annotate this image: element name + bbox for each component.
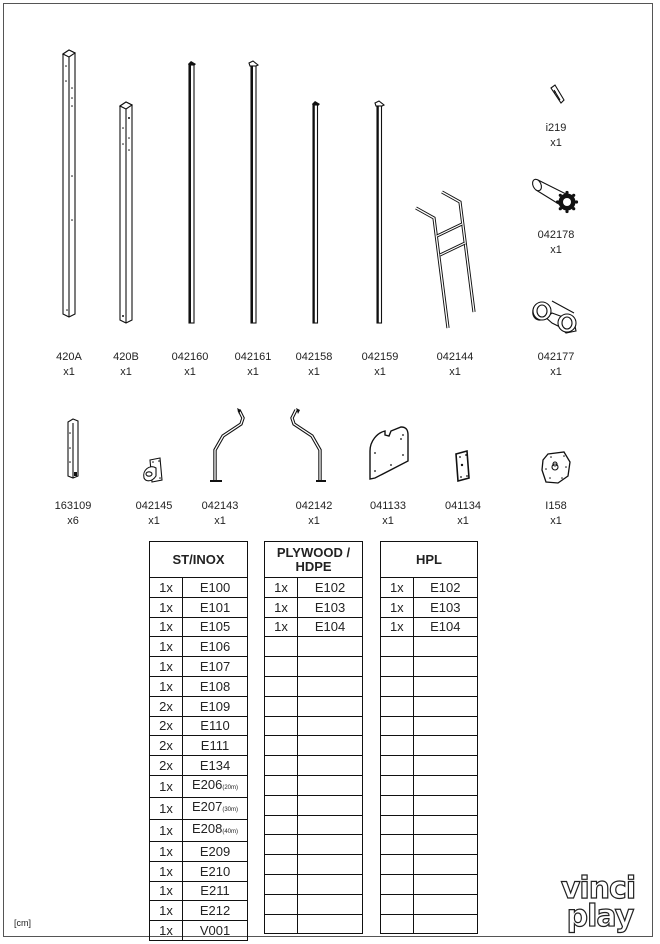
table-row — [381, 578, 478, 598]
hardware-code: E211 — [200, 883, 230, 899]
code-cell — [183, 921, 248, 941]
tube-bar-icon — [309, 100, 325, 325]
table-row — [150, 797, 248, 819]
code-cell — [413, 894, 477, 914]
code-cell — [413, 597, 477, 617]
code-cell — [183, 861, 248, 881]
table-row — [265, 597, 363, 617]
code-cell — [298, 756, 363, 776]
hardware-code: E109 — [199, 698, 231, 714]
qty-cell: 1x — [150, 921, 183, 941]
code-cell — [183, 841, 248, 861]
qty-cell: 1x — [150, 797, 183, 819]
unit-label: [cm] — [14, 918, 31, 928]
part-code: 042161 — [234, 351, 272, 363]
code-cell — [183, 597, 248, 617]
code-cell — [298, 894, 363, 914]
code-cell — [298, 597, 363, 617]
qty-cell — [265, 696, 298, 716]
table-row — [265, 676, 363, 696]
hardware-code: E207 — [191, 798, 223, 814]
hardware-code: E111 — [200, 738, 230, 754]
code-cell — [413, 815, 477, 835]
part-code: 042178 — [537, 229, 575, 241]
qty-cell — [265, 736, 298, 756]
small-plate-icon — [454, 450, 472, 484]
hardware-code: E105 — [199, 619, 231, 635]
table-row — [150, 676, 248, 696]
table-header: ST/INOX — [150, 542, 248, 578]
code-cell — [183, 716, 248, 736]
code-cell — [298, 617, 363, 637]
qty-cell — [381, 894, 414, 914]
table-row — [381, 815, 478, 835]
code-cell — [413, 775, 477, 795]
table-row — [150, 578, 248, 598]
table-row — [381, 736, 478, 756]
hardware-code: E208 — [191, 820, 223, 836]
part-qty: x1 — [308, 515, 320, 527]
qty-cell: 1x — [265, 578, 298, 598]
table-row — [150, 657, 248, 677]
code-cell — [183, 637, 248, 657]
part-qty: x1 — [550, 366, 562, 378]
code-cell — [298, 795, 363, 815]
hardware-length-note: (30m) — [222, 806, 239, 813]
qty-cell: 1x — [381, 578, 414, 598]
qty-cell: 2x — [150, 736, 183, 756]
part-qty: x1 — [550, 515, 562, 527]
logo-line1: vinci — [560, 871, 636, 906]
table-row — [265, 894, 363, 914]
qty-cell: 1x — [150, 841, 183, 861]
table-row — [381, 756, 478, 776]
table-row — [265, 914, 363, 934]
qty-cell: 1x — [150, 676, 183, 696]
part-qty: x1 — [550, 244, 562, 256]
qty-cell — [265, 657, 298, 677]
square-post-tall-icon — [60, 48, 80, 318]
tube-bar-icon — [247, 60, 263, 325]
table-row — [150, 617, 248, 637]
round-plate-icon — [540, 450, 572, 486]
table-row — [265, 815, 363, 835]
table-row — [381, 597, 478, 617]
table-header-line2: HDPE — [295, 558, 332, 574]
qty-cell — [265, 855, 298, 875]
qty-cell — [381, 657, 414, 677]
part-qty: x1 — [63, 366, 75, 378]
tube-bar-icon — [373, 100, 389, 325]
part-qty: x1 — [184, 366, 196, 378]
qty-cell — [381, 736, 414, 756]
part-qty: x1 — [247, 366, 259, 378]
table-row — [265, 835, 363, 855]
bent-rail-left-icon — [205, 408, 249, 488]
table-row — [150, 736, 248, 756]
code-cell — [183, 881, 248, 901]
part-code: 042144 — [436, 351, 474, 363]
code-cell — [298, 815, 363, 835]
table-row — [150, 775, 248, 797]
table-row — [150, 819, 248, 841]
table-row — [265, 855, 363, 875]
wall-bracket-icon — [140, 456, 166, 484]
tube-bar-icon — [185, 60, 201, 325]
table-row — [381, 716, 478, 736]
part-code: 042177 — [537, 351, 575, 363]
part-code: 042145 — [135, 500, 173, 512]
qty-cell — [265, 775, 298, 795]
qty-cell: 1x — [381, 617, 414, 637]
code-cell — [413, 795, 477, 815]
qty-cell — [265, 795, 298, 815]
code-cell — [298, 676, 363, 696]
part-code: 042159 — [361, 351, 399, 363]
part-code: I158 — [545, 500, 567, 512]
hardware-code: E108 — [199, 678, 231, 694]
table-row — [265, 736, 363, 756]
table-row — [150, 597, 248, 617]
part-qty: x1 — [214, 515, 226, 527]
table-row — [150, 637, 248, 657]
table-row — [265, 696, 363, 716]
hardware-length-note: (40m) — [222, 828, 239, 835]
table-row — [381, 657, 478, 677]
code-cell — [298, 835, 363, 855]
double-clamp-icon — [530, 295, 582, 335]
code-cell — [413, 914, 477, 934]
qty-cell — [381, 874, 414, 894]
part-code: i219 — [545, 122, 567, 134]
part-qty: x1 — [449, 366, 461, 378]
hardware-code: E206 — [191, 776, 223, 792]
qty-cell: 2x — [150, 756, 183, 776]
part-qty: x1 — [457, 515, 469, 527]
table-row — [265, 657, 363, 677]
hardware-code: E134 — [199, 758, 231, 774]
hardware-code: E212 — [199, 903, 231, 919]
code-cell — [298, 637, 363, 657]
part-code: 042143 — [201, 500, 239, 512]
table-row — [381, 676, 478, 696]
qty-cell — [265, 894, 298, 914]
table-row — [150, 841, 248, 861]
code-cell — [413, 835, 477, 855]
part-code: 042160 — [171, 351, 209, 363]
table-row — [381, 637, 478, 657]
code-cell — [413, 637, 477, 657]
hardware-table-hpl — [380, 541, 478, 934]
table-header — [265, 542, 363, 578]
hardware-code: E104 — [314, 619, 346, 635]
part-code: 163109 — [54, 500, 92, 512]
qty-cell — [381, 716, 414, 736]
hardware-code: E100 — [199, 579, 231, 595]
code-cell — [298, 914, 363, 934]
table-row — [381, 874, 478, 894]
table-row — [150, 881, 248, 901]
code-cell — [413, 716, 477, 736]
code-cell — [183, 819, 248, 841]
code-cell — [183, 797, 248, 819]
gear-axle-icon — [532, 176, 582, 218]
vinciplay-logo — [552, 868, 644, 934]
qty-cell: 1x — [150, 861, 183, 881]
code-cell — [413, 657, 477, 677]
hardware-code: E103 — [314, 599, 346, 615]
qty-cell: 2x — [150, 716, 183, 736]
qty-cell — [381, 756, 414, 776]
code-cell — [298, 855, 363, 875]
qty-cell: 1x — [150, 617, 183, 637]
table-row — [265, 578, 363, 598]
code-cell — [298, 716, 363, 736]
code-cell — [298, 578, 363, 598]
table-row — [265, 775, 363, 795]
hardware-code: E101 — [199, 599, 231, 615]
table-row — [381, 696, 478, 716]
hardware-code: E102 — [314, 579, 346, 595]
logo-line2: play — [566, 899, 634, 934]
code-cell — [413, 617, 477, 637]
code-cell — [183, 736, 248, 756]
table-row — [381, 914, 478, 934]
qty-cell — [381, 795, 414, 815]
part-qty: x1 — [120, 366, 132, 378]
code-cell — [183, 756, 248, 776]
qty-cell: 1x — [265, 597, 298, 617]
part-qty: x1 — [148, 515, 160, 527]
qty-cell — [265, 756, 298, 776]
table-row — [381, 775, 478, 795]
table-row — [381, 617, 478, 637]
code-cell — [183, 901, 248, 921]
qty-cell: 1x — [150, 578, 183, 598]
code-cell — [298, 696, 363, 716]
part-code: 042142 — [295, 500, 333, 512]
panel-board-icon — [367, 425, 411, 483]
qty-cell — [381, 835, 414, 855]
qty-cell — [265, 815, 298, 835]
bent-rail-right-icon — [288, 408, 338, 488]
qty-cell — [265, 637, 298, 657]
part-code: 041133 — [370, 500, 406, 512]
code-cell — [183, 696, 248, 716]
ladder-frame-icon — [412, 188, 492, 330]
qty-cell: 1x — [150, 597, 183, 617]
qty-cell — [265, 676, 298, 696]
table-row — [150, 756, 248, 776]
code-cell — [298, 657, 363, 677]
qty-cell — [265, 716, 298, 736]
table-row — [381, 855, 478, 875]
small-bracket-icon — [548, 84, 568, 106]
hardware-code: E102 — [430, 579, 461, 595]
part-code: 420B — [113, 351, 139, 363]
table-row — [265, 716, 363, 736]
part-qty: x1 — [308, 366, 320, 378]
square-post-short-icon — [117, 100, 137, 325]
qty-cell — [265, 835, 298, 855]
code-cell — [413, 855, 477, 875]
code-cell — [413, 736, 477, 756]
hardware-code: E209 — [199, 843, 231, 859]
qty-cell — [381, 696, 414, 716]
hardware-code: E106 — [199, 639, 231, 655]
qty-cell: 1x — [381, 597, 414, 617]
short-post-icon — [65, 418, 81, 480]
qty-cell — [381, 676, 414, 696]
qty-cell — [265, 914, 298, 934]
code-cell — [413, 756, 477, 776]
table-row — [265, 637, 363, 657]
code-cell — [298, 736, 363, 756]
part-qty: x1 — [382, 515, 394, 527]
table-row — [265, 617, 363, 637]
code-cell — [183, 775, 248, 797]
qty-cell — [381, 855, 414, 875]
table-row — [381, 894, 478, 914]
table-header-line1: PLYWOOD / — [276, 544, 351, 560]
table-row — [150, 716, 248, 736]
qty-cell — [265, 874, 298, 894]
code-cell — [298, 874, 363, 894]
qty-cell: 1x — [265, 617, 298, 637]
part-qty: x1 — [374, 366, 386, 378]
table-row — [265, 756, 363, 776]
qty-cell — [381, 914, 414, 934]
code-cell — [298, 775, 363, 795]
qty-cell: 1x — [150, 901, 183, 921]
hardware-code: E104 — [430, 619, 461, 635]
code-cell — [183, 578, 248, 598]
part-code: 041134 — [445, 500, 481, 512]
hardware-code: E110 — [200, 718, 230, 734]
qty-cell: 1x — [150, 637, 183, 657]
qty-cell: 1x — [150, 657, 183, 677]
code-cell — [413, 676, 477, 696]
qty-cell — [381, 775, 414, 795]
code-cell — [413, 696, 477, 716]
part-code: 420A — [56, 351, 82, 363]
table-row — [150, 696, 248, 716]
hardware-table-st-inox — [149, 541, 248, 941]
table-row — [150, 861, 248, 881]
part-qty: x6 — [67, 515, 79, 527]
hardware-table-plywood-hdpe — [264, 541, 363, 934]
table-row — [381, 795, 478, 815]
qty-cell — [381, 637, 414, 657]
table-row — [265, 874, 363, 894]
table-header: HPL — [381, 542, 478, 578]
code-cell — [183, 617, 248, 637]
hardware-code: E210 — [199, 863, 231, 879]
qty-cell — [381, 815, 414, 835]
table-row — [381, 835, 478, 855]
qty-cell: 1x — [150, 819, 183, 841]
table-row — [150, 901, 248, 921]
hardware-code: V001 — [199, 923, 231, 939]
part-code: 042158 — [295, 351, 333, 363]
code-cell — [183, 657, 248, 677]
code-cell — [413, 874, 477, 894]
hardware-length-note: (20m) — [222, 784, 239, 791]
hardware-code: E107 — [199, 659, 231, 675]
table-row — [150, 921, 248, 941]
part-qty: x1 — [550, 137, 562, 149]
code-cell — [183, 676, 248, 696]
qty-cell: 2x — [150, 696, 183, 716]
hardware-code: E103 — [430, 599, 461, 615]
qty-cell: 1x — [150, 881, 183, 901]
qty-cell: 1x — [150, 775, 183, 797]
code-cell — [413, 578, 477, 598]
table-row — [265, 795, 363, 815]
